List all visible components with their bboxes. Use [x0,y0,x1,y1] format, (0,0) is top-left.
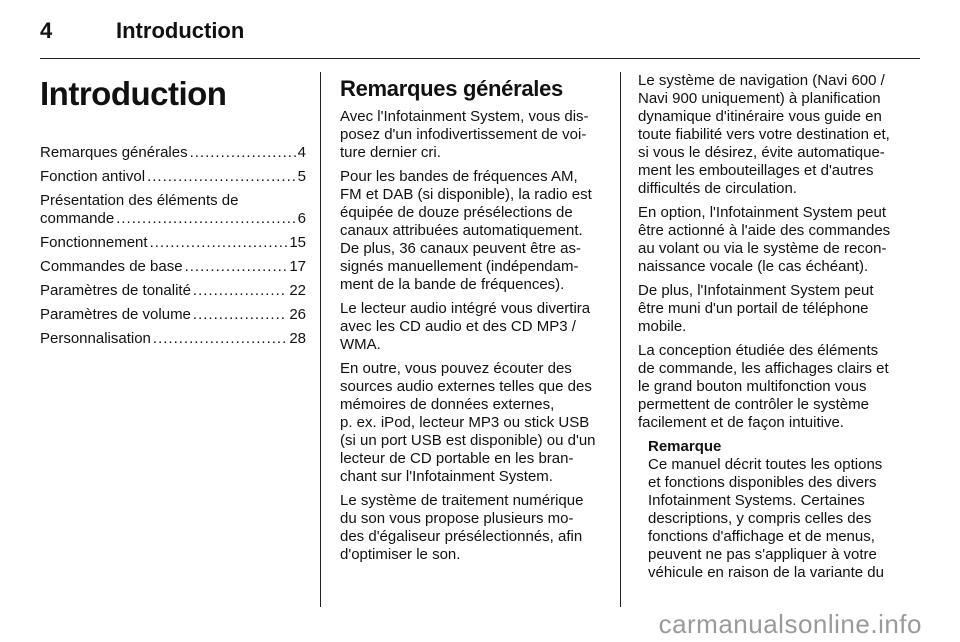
body-paragraph: En option, l'Infotainment System peut être actionné à l'aide des commandes au volant ou via le système de recon- naissance vocale (le cas échéant). [638,204,891,275]
toc-entry-page: 17 [289,258,306,275]
note-label: Remarque [648,438,722,455]
watermark: carmanualsonline.info [658,609,922,639]
toc-entry-label: Paramètres de volume [40,306,191,323]
toc-entry-label: Remarques générales [40,144,188,161]
section-title: Remarques générales [340,76,563,101]
toc-column [40,72,306,354]
body-paragraph: Le système de traitement numérique du son vous propose plusieurs mo- des d'égaliseur présélectionnés, afin d'optimiser le son. [340,492,584,563]
toc-entry-page: 6 [297,210,306,227]
toc-entry[interactable] [40,234,306,252]
body-column-middle [340,72,604,570]
table-of-contents [40,144,306,348]
toc-entry-label: Fonction antivol [40,168,146,185]
page-number: 4 [40,18,53,43]
toc-leader-dots [193,306,287,324]
toc-entry[interactable] [40,192,306,228]
body-paragraph: Le lecteur audio intégré vous divertira avec les CD audio et des CD MP3 / WMA. [340,300,591,353]
note-text: Ce manuel décrit toutes les options et fonctions disponibles des divers Infotainment Systems. Certaines descriptions, y compris celles des fonctions d'affichage et de menus, peuvent ne pas s'appliquer à votre véhicule en raison de la variante du [648,456,884,581]
toc-leader-dots [185,258,288,276]
toc-entry-page: 4 [297,144,306,161]
toc-leader-dots [150,234,288,252]
toc-entry-page: 28 [289,330,306,347]
toc-entry[interactable] [40,258,306,276]
body-paragraph: Pour les bandes de fréquences AM, FM et DAB (si disponible), la radio est équipée de douze présélections de canaux attribuées automatiquement. De plus, 36 canaux peuvent être as- signés manuellement (indépendam- ment de la bande de fréquences). [340,168,592,293]
body-paragraph: Avec l'Infotainment System, vous dis- posez d'un infodivertissement de voi- ture dernier cri. [340,108,589,161]
toc-entry[interactable] [40,144,306,162]
toc-leader-dots [147,168,296,186]
toc-entry[interactable] [40,330,306,348]
column-divider-right [620,72,621,607]
body-paragraph: Le système de navigation (Navi 600 / Navi 900 uniquement) à planification dynamique d'itinéraire vous guide en toute fiabilité vers votre destination et, si vous le désirez, évite automatique- ment les embouteillages et d'autres difficultés de circulation. [638,72,890,197]
toc-entry-page: 15 [289,234,306,251]
running-header-title: Introduction [116,18,245,43]
toc-entry-label: Paramètres de tonalité [40,282,191,299]
toc-entry-page: 5 [297,168,306,185]
toc-entry-label-line1: Présentation des éléments de [40,192,239,209]
chapter-title: Introduction [40,75,227,112]
note-box [648,438,904,582]
body-paragraph: De plus, l'Infotainment System peut être muni d'un portail de téléphone mobile. [638,282,874,335]
column-divider-left [320,72,321,607]
header-divider [40,58,920,59]
toc-entry[interactable] [40,306,306,324]
body-column-right [638,72,904,582]
toc-entry-label: Personnalisation [40,330,151,347]
toc-leader-dots [116,210,295,228]
toc-entry-label: Commandes de base [40,258,183,275]
toc-entry-page: 26 [289,306,306,323]
toc-leader-dots [153,330,287,348]
body-paragraph: En outre, vous pouvez écouter des sources audio externes telles que des mémoires de données externes, p. ex. iPod, lecteur MP3 ou stick USB (si un port USB est disponible) ou d'un lecteur de CD portable en les bran- chant sur l'Infotainment System. [340,360,596,485]
toc-entry-label: commande [40,210,115,227]
toc-entry-label: Fonctionnement [40,234,148,251]
body-paragraph: La conception étudiée des éléments de commande, les affichages clairs et le grand bouton multifonction vous permettent de contrôler le système facilement et de façon intuitive. [638,342,889,431]
toc-entry-page: 22 [289,282,306,299]
toc-leader-dots [193,282,287,300]
toc-entry[interactable] [40,168,306,186]
toc-leader-dots [190,144,296,162]
toc-entry[interactable] [40,282,306,300]
